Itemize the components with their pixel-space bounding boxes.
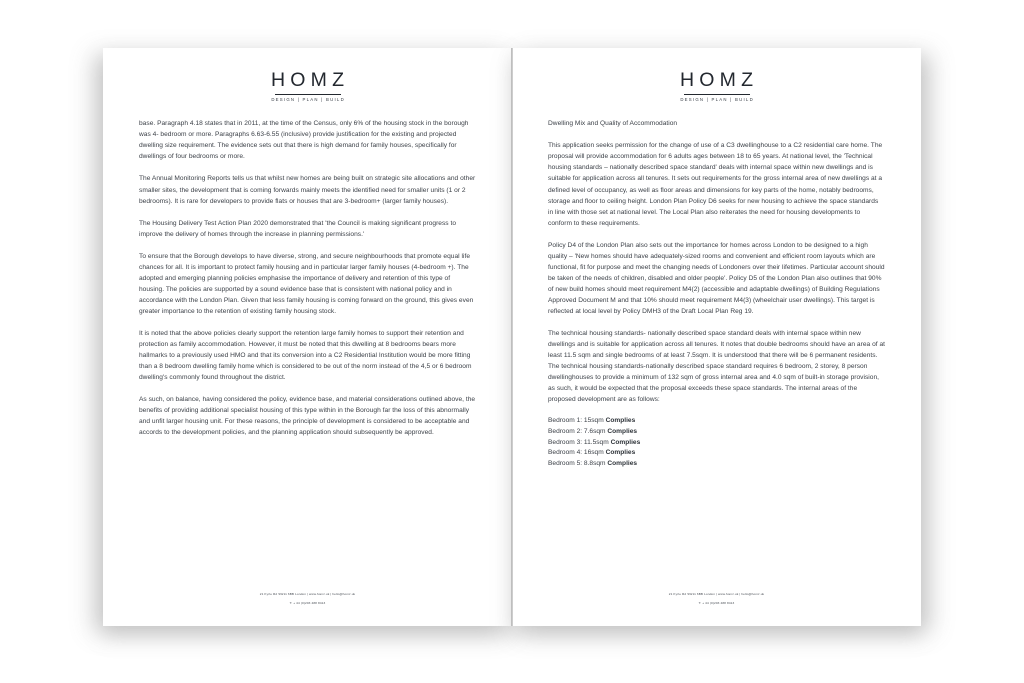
brand-divider-rule (275, 94, 341, 95)
paragraph: This application seeks permission for the change of use of a C3 dwellinghouse to a C2 residential care home. The proposal will provide accommodation for 6 adults ages between 18 to 65 years. At national level, the 'Technical housing standards – nationally described space standard' deals with internal space within new dwellings and is suitable for application across all tenures. It sets out requirements for the gross internal area of new dwellings at a defined level of occupancy, as well as floor areas and dimensions for key parts of the home, notably bedrooms, storage and floor to ceiling height. London Plan Policy D6 seeks for new housing to achieve the space standards in line with those set at national level. The Local Plan also reiterates the need for housing developments to conform to these requirements. (548, 142, 883, 227)
brand-divider-rule (684, 94, 750, 95)
footer-address: 21 Kyrle Rd SW11 6BB London | www.homz.uk | hello@homz.uk (668, 592, 765, 596)
brand-wordmark: HOMZ (679, 69, 759, 91)
bedroom-status: Complies (610, 438, 641, 446)
brand-wordmark: HOMZ (270, 69, 350, 91)
footer-phone: T: + 44 (0)203 488 8413 (289, 601, 326, 605)
brand-logo-left (103, 48, 512, 102)
paragraph: It is noted that the above policies clearly support the retention large family homes to support their retention and protection as family accommodation. However, it must be noted that this dwelling at 8 bedrooms bears more hallmarks to a previously used HMO and that its conversion into a C2 Residential Institution would be more fitting than a 8 bedroom dwelling family home which is considered to be out of the norm instead of the 4,5 or 6 bedroom dwelling's commonly found throughout the district. (139, 330, 472, 382)
left-page-body (103, 118, 512, 438)
list-item (548, 427, 885, 438)
brand-tagline: DESIGN | PLAN | BUILD (271, 97, 345, 102)
bedroom-label: Bedroom 4: 16sqm (548, 449, 604, 457)
paragraph: As such, on balance, having considered the policy, evidence base, and material considerations outlined above, the benefits of providing additional specialist housing of this type within in the Borough far the loss of this abnormally and unfit larger housing unit. For these reasons, the principle of development is considered to be acceptable and accords to the development policies, and the planning application should subsequently be approved. (139, 396, 476, 437)
brand-tagline: DESIGN | PLAN | BUILD (680, 97, 754, 102)
book-spine-divider (511, 48, 513, 626)
paragraph: The Annual Monitoring Reports tells us that whilst new homes are being built on strategic site allocations and other smaller sites, the development that is coming forwards mainly meets the identified need for smaller units (1 or 2 bedrooms). It is rare for developers to provide flats or houses that are 3-bedroom+ (larger family houses). (139, 175, 476, 205)
bedroom-status: Complies (607, 427, 638, 435)
bedroom-status: Complies (607, 459, 638, 467)
document-page-right (512, 48, 921, 626)
list-item (548, 416, 885, 427)
page-footer-right (512, 591, 921, 606)
bedroom-label: Bedroom 1: 15sqm (548, 417, 604, 425)
paragraph: The technical housing standards- nationally described space standard deals with internal space within new dwellings and is suitable for application across all tenures. It notes that double bedrooms should have an area of at least 11.5 sqm and single bedrooms of at least 7.5sqm. It is understood that there will be 6 permanent residents. The technical housing standards-nationally described space standard requires 6 bedroom, 2 storey, 8 person dwellinghouses to provide a minimum of 132 sqm of gross internal area and 4.0 sqm of built-in storage provision, as such, it would be expected that the proposal exceeds these space standards. The internal areas of the proposed development are as follows: (548, 330, 885, 404)
list-item (548, 459, 885, 470)
bedroom-label: Bedroom 3: 11.5sqm (548, 438, 609, 446)
dwelling-mix-list (548, 416, 885, 469)
paragraph: base. Paragraph 4.18 states that in 2011, at the time of the Census, only 6% of the housing stock in the borough was 4- bedroom or more. Paragraphs 6.63-6.55 (inclusive) provide justification for the existing and projected dwelling size requirement. The evidence sets out that there is high demand for family houses, specifically for dwellings of four bedrooms or more. (139, 120, 469, 161)
list-item (548, 438, 885, 449)
document-page-left (103, 48, 512, 626)
bedroom-label: Bedroom 5: 8.8sqm (548, 459, 606, 467)
page-footer-left (103, 591, 512, 606)
footer-phone: T: + 44 (0)203 488 8413 (698, 601, 735, 605)
list-item (548, 448, 885, 459)
brand-logo-right (512, 48, 921, 102)
right-page-body (512, 118, 921, 469)
bedroom-status: Complies (605, 449, 636, 457)
bedroom-label: Bedroom 2: 7.6sqm (548, 427, 606, 435)
paragraph: To ensure that the Borough develops to have diverse, strong, and secure neighbourhoods that promote equal life chances for all. It is important to protect family housing and in particular larger family houses (4-bedroom +). The adopted and emerging planning policies emphasise the importance of delivery and retention of this type of housing. The policies are supported by a sound evidence base that is consistent with national policy and in accordance with the London Plan. Given that less family housing is coming forward on the ground, this gives even greater importance to the retention of existing family housing stock. (139, 252, 474, 315)
paragraph: The Housing Delivery Test Action Plan 2020 demonstrated that 'the Council is making significant progress to improve the delivery of homes through the increase in planning permissions.' (139, 219, 457, 238)
paragraph: Policy D4 of the London Plan also sets out the importance for homes across London to be designed to a high quality – 'New homes should have adequately-sized rooms and convenient and efficient room layouts which are functional, fit for purpose and meet the changing needs of Londoners over their lifetimes. Particular account should be taken of the needs of children, disabled and older people'. Policy D5 of the London Plan also outlines that 90% of new build homes should meet requirement M4(2) (accessible and adaptable dwellings) of Building Regulations Approved Document M and that 10% should meet requirement M4(3) (wheelchair user dwellings). This target is reflected at local level by Policy DMH3 of the Draft Local Plan Reg 19. (548, 241, 885, 315)
section-heading: Dwelling Mix and Quality of Accommodation (548, 120, 678, 128)
bedroom-status: Complies (605, 417, 636, 425)
footer-address: 21 Kyrle Rd SW11 6BB London | www.homz.uk | hello@homz.uk (259, 592, 356, 596)
